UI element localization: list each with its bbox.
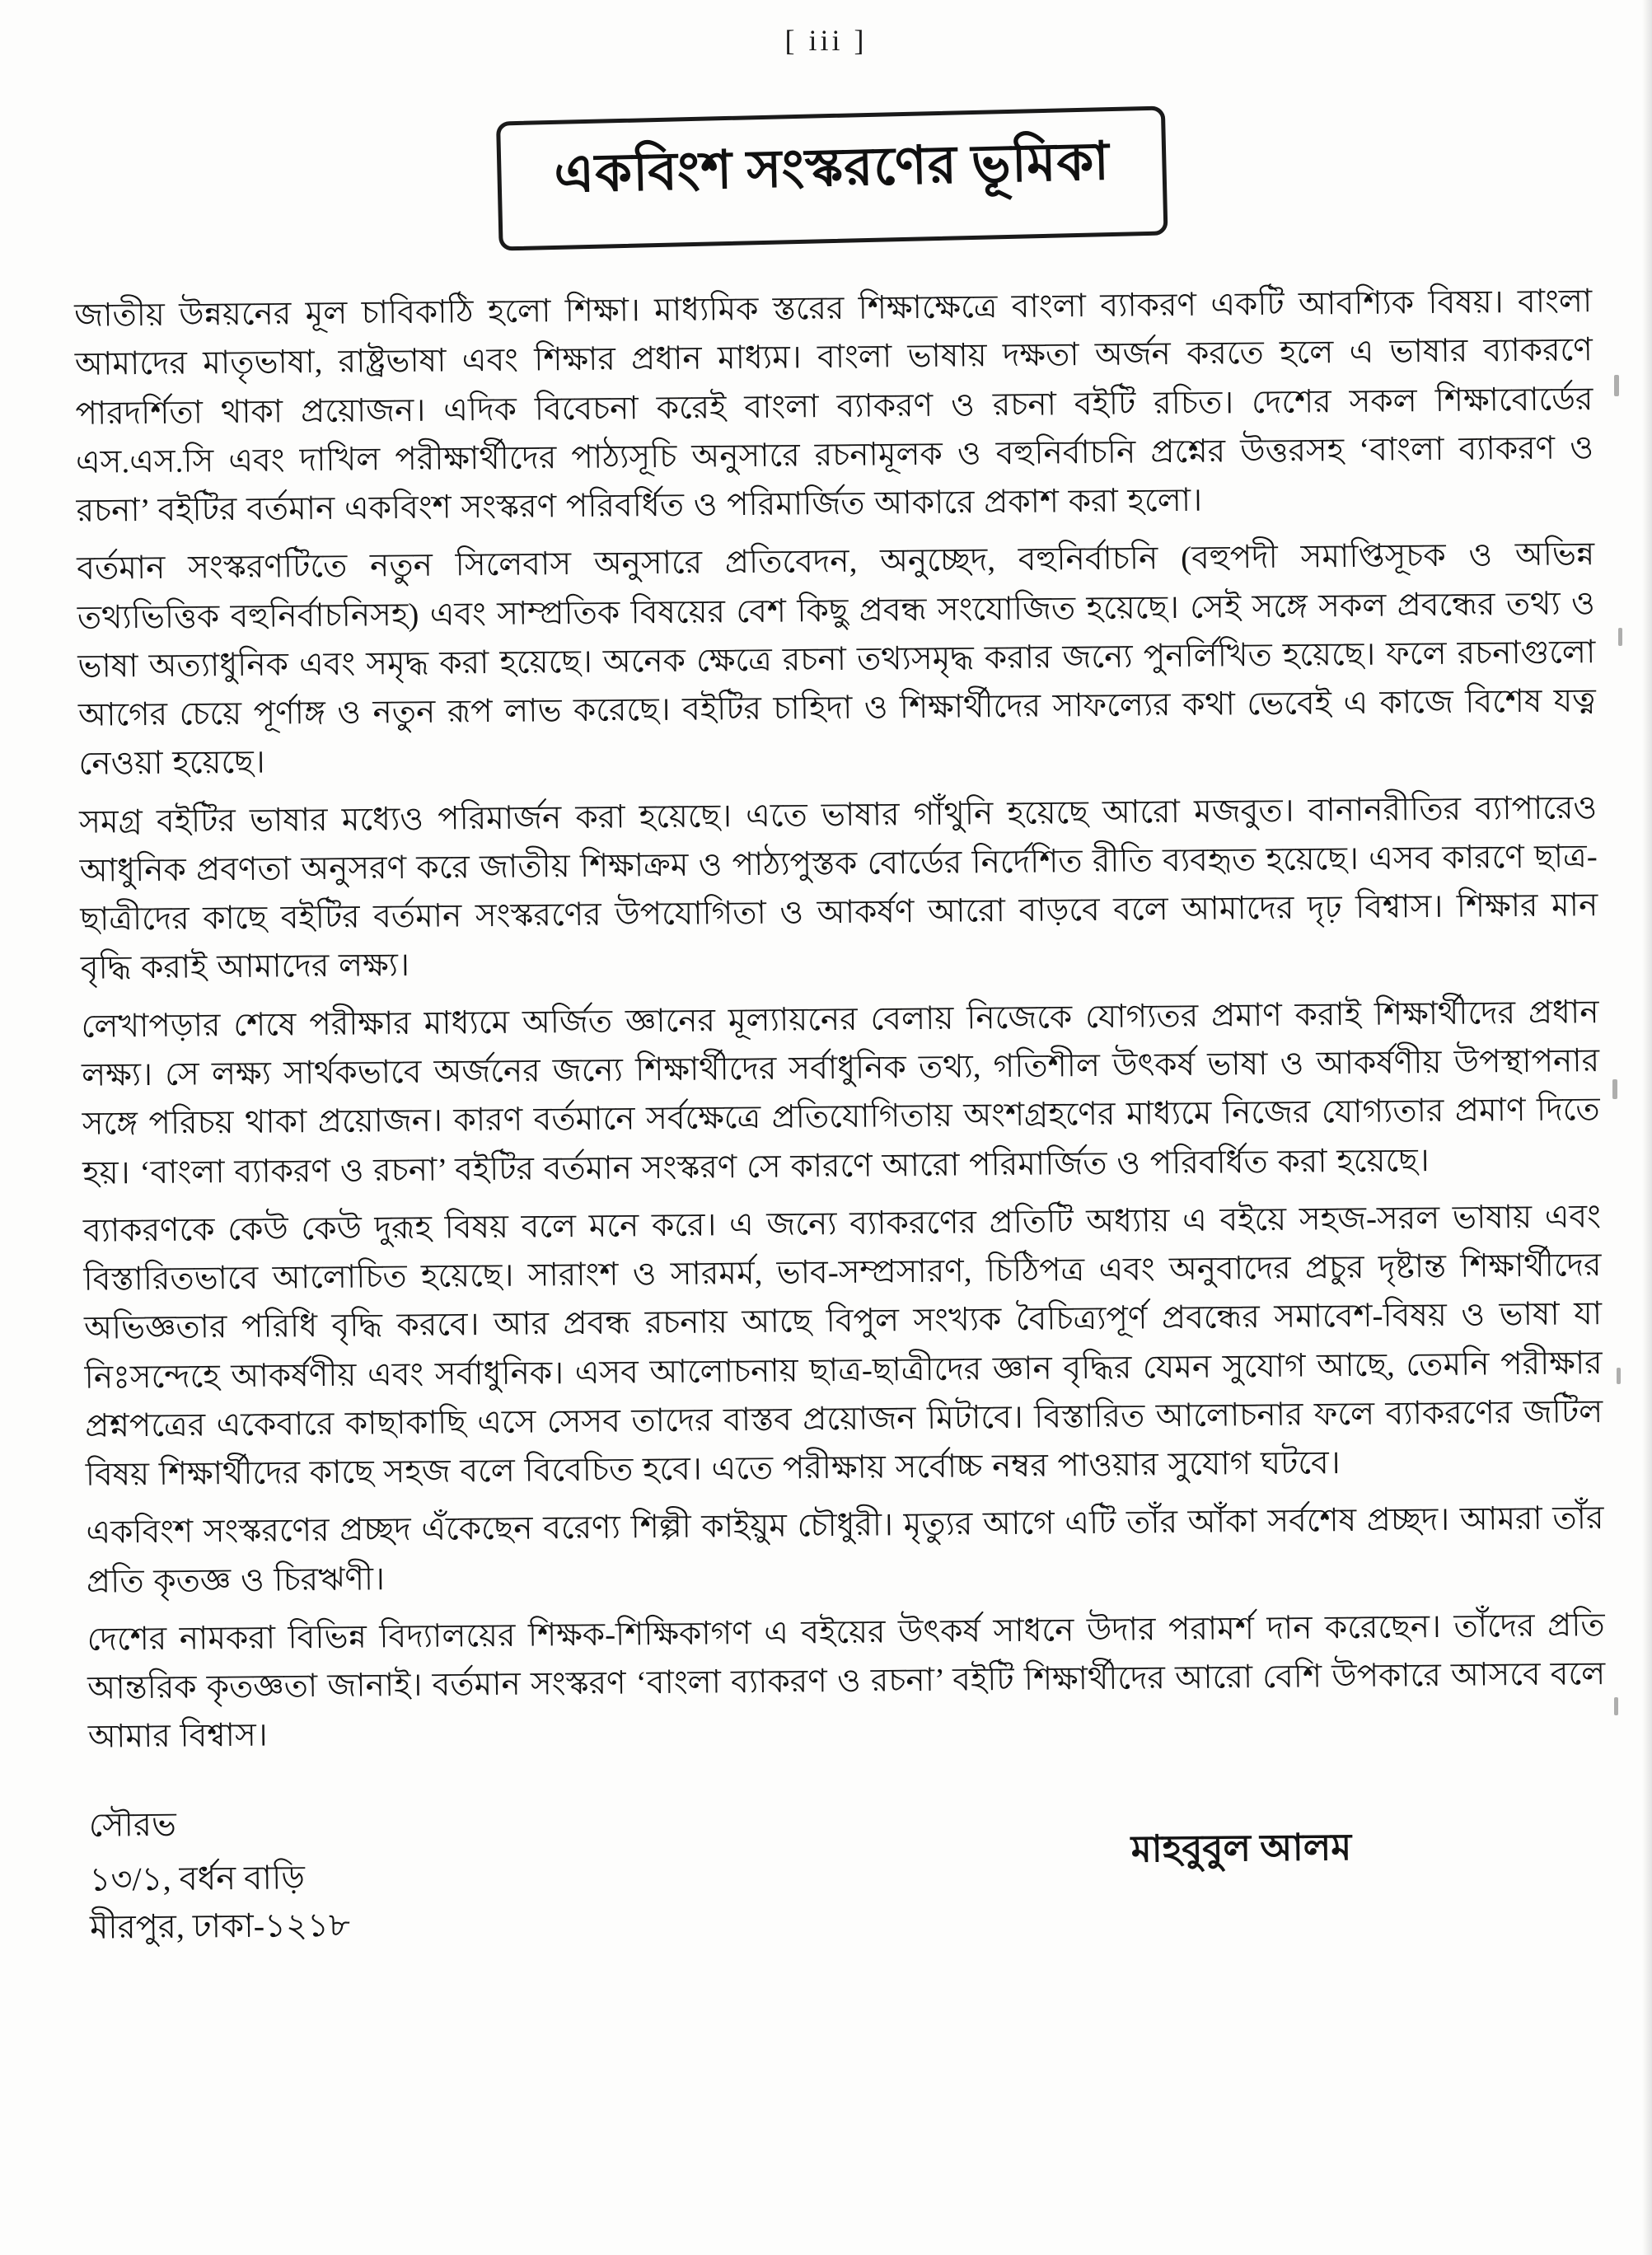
preface-content: [73, 106, 1608, 1951]
author-name: মাহবুবুল আলম: [1130, 1826, 1352, 1870]
preface-paragraph-2: বর্তমান সংস্করণটিতে নতুন সিলেবাস অনুসারে প্রতিবেদন, অনুচ্ছেদ, বহুনির্বাচনি (বহুপদী সমাপ্তিসূচক ও অভিন্ন তথ্যভিত্তিক বহুনির্বাচনিসহ) এবং সাম্প্রতিক বিষয়ের বেশ কিছু প্রবন্ধ সংযোজিত হয়েছে। সেই সঙ্গে সকল প্রবন্ধের তথ্য ও ভাষা অত্যাধুনিক এবং সমৃদ্ধ করা হয়েছে। অনেক ক্ষেত্রে রচনা তথ্যসমৃদ্ধ করার জন্যে পুনর্লিখিত হয়েছে। ফলে রচনাগুলো আগের চেয়ে পূর্ণাঙ্গ ও নতুন রূপ লাভ করেছে। বইটির চাহিদা ও শিক্ষার্থীদের সাফল্যের কথা ভেবেই এ কাজে বিশেষ যত্ন নেওয়া হয়েছে।: [77, 536, 1597, 783]
preface-body: [74, 277, 1606, 1761]
preface-paragraph-1: জাতীয় উন্নয়নের মূল চাবিকাঠি হলো শিক্ষা। মাধ্যমিক স্তরের শিক্ষাক্ষেত্রে বাংলা ব্যাকরণ একটি আবশ্যিক বিষয়। বাংলা আমাদের মাতৃভাষা, রাষ্ট্রভাষা এবং শিক্ষার প্রধান মাধ্যম। বাংলা ভাষায় দক্ষতা অর্জন করতে হলে এ ভাষার ব্যাকরণে পারদর্শিতা থাকা প্রয়োজন। এদিক বিবেচনা করেই বাংলা ব্যাকরণ ও রচনা বইটি রচিত। দেশের সকল শিক্ষাবোর্ডের এস.এস.সি এবং দাখিল পরীক্ষার্থীদের পাঠ্যসূচি অনুসারে রচনামূলক ও বহুনির্বাচনি প্রশ্নের উত্তরসহ ‘বাংলা ব্যাকরণ ও রচনা’ বইটির বর্তমান একবিংশ সংস্করণ পরিবর্ধিত ও পরিমার্জিত আকারে প্রকাশ করা হলো।: [74, 283, 1594, 529]
scan-artifact: [1617, 1368, 1621, 1384]
publisher-address: [89, 1799, 351, 1951]
preface-paragraph-3: সমগ্র বইটির ভাষার মধ্যেও পরিমার্জন করা হয়েছে। এতে ভাষার গাঁথুনি হয়েছে আরো মজবুত। বানানরীতির ব্যাপারেও আধুনিক প্রবণতা অনুসরণ করে জাতীয় শিক্ষাক্রম ও পাঠ্যপুস্তক বোর্ডের নির্দেশিত রীতি ব্যবহৃত হয়েছে। এসব কারণে ছাত্র-ছাত্রীদের কাছে বইটির বর্তমান সংস্করণের উপযোগিতা ও আকর্ষণ আরো বাড়বে বলে আমাদের দৃঢ় বিশ্বাস। শিক্ষার মান বৃদ্ধি করাই আমাদের লক্ষ্য।: [79, 789, 1598, 987]
preface-paragraph-6: একবিংশ সংস্করণের প্রচ্ছদ এঁকেছেন বরেণ্য শিল্পী কাইয়ুম চৌধুরী। মৃত্যুর আগে এটি তাঁর আঁকা সর্বশেষ প্রচ্ছদ। আমরা তাঁর প্রতি কৃতজ্ঞ ও চিরঋণী।: [86, 1500, 1604, 1600]
address-line-2: মীরপুর, ঢাকা-১২১৮: [89, 1906, 351, 1946]
address-line-1: ১৩/১, বর্ধন বাড়ি: [89, 1858, 306, 1898]
scan-artifact: [1614, 375, 1619, 396]
scan-artifact: [1612, 1079, 1617, 1099]
page-number: [ iii ]: [784, 24, 868, 57]
imprint-name: সৌরভ: [88, 1805, 177, 1844]
scan-artifact: [1614, 1697, 1618, 1715]
preface-paragraph-7: দেশের নামকরা বিভিন্ন বিদ্যালয়ের শিক্ষক-শিক্ষিকাগণ এ বইয়ের উৎকর্ষ সাধনে উদার পরামর্শ দান করেছেন। তাঁদের প্রতি আন্তরিক কৃতজ্ঞতা জানাই। বর্তমান সংস্করণ ‘বাংলা ব্যাকরণ ও রচনা’ বইটি শিক্ষার্থীদের আরো বেশি উপকারে আসবে বলে আমার বিশ্বাস।: [87, 1607, 1606, 1756]
scan-edge-shadow: [1642, 0, 1652, 2255]
preface-paragraph-5: ব্যাকরণকে কেউ কেউ দুরূহ বিষয় বলে মনে করে। এ জন্যে ব্যাকরণের প্রতিটি অধ্যায় এ বইয়ে সহজ-সরল ভাষায় এবং বিস্তারিতভাবে আলোচিত হয়েছে। সারাংশ ও সারমর্ম, ভাব-সম্প্রসারণ, চিঠিপত্র এবং অনুবাদের প্রচুর দৃষ্টান্ত শিক্ষার্থীদের অভিজ্ঞতার পরিধি বৃদ্ধি করবে। আর প্রবন্ধ রচনায় আছে বিপুল সংখ্যক বৈচিত্র্যপূর্ণ প্রবন্ধের সমাবেশ-বিষয় ও ভাষা যা নিঃসন্দেহে আকর্ষণীয় এবং সর্বাধুনিক। এসব আলোচনায় ছাত্র-ছাত্রীদের জ্ঞান বৃদ্ধির যেমন সুযোগ আছে, তেমনি পরীক্ষার প্রশ্নপত্রের একেবারে কাছাকাছি এসে সেসব তাদের বাস্তব প্রয়োজন মিটাবে। বিস্তারিত আলোচনার ফলে ব্যাকরণের জটিল বিষয় শিক্ষার্থীদের কাছে সহজ বলে বিবেচিত হবে। এতে পরীক্ষায় সর্বোচ্চ নম্বর পাওয়ার সুযোগ ঘটবে।: [82, 1198, 1603, 1493]
preface-paragraph-4: লেখাপড়ার শেষে পরীক্ষার মাধ্যমে অর্জিত জ্ঞানের মূল্যায়নের বেলায় নিজেকে যোগ্যতর প্রমাণ করাই শিক্ষার্থীদের প্রধান লক্ষ্য। সে লক্ষ্য সার্থকভাবে অর্জনের জন্যে শিক্ষার্থীদের সর্বাধুনিক তথ্য, গতিশীল উৎকর্ষ ভাষা ও আকর্ষণীয় উপস্থাপনার সঙ্গে পরিচয় থাকা প্রয়োজন। কারণ বর্তমানে সর্বক্ষেত্রে প্রতিযোগিতায় অংশগ্রহণের মাধ্যমে নিজের যোগ্যতার প্রমাণ দিতে হয়। ‘বাংলা ব্যাকরণ ও রচনা’ বইটির বর্তমান সংস্করণ সে কারণে আরো পরিমার্জিত ও পরিবর্ধিত করা হয়েছে।: [81, 994, 1600, 1191]
title-box: [496, 105, 1168, 250]
scan-artifact: [1618, 628, 1622, 646]
page-title: একবিংশ সংস্করণের ভূমিকা: [553, 132, 1111, 204]
signature-block: [89, 1787, 1608, 1952]
